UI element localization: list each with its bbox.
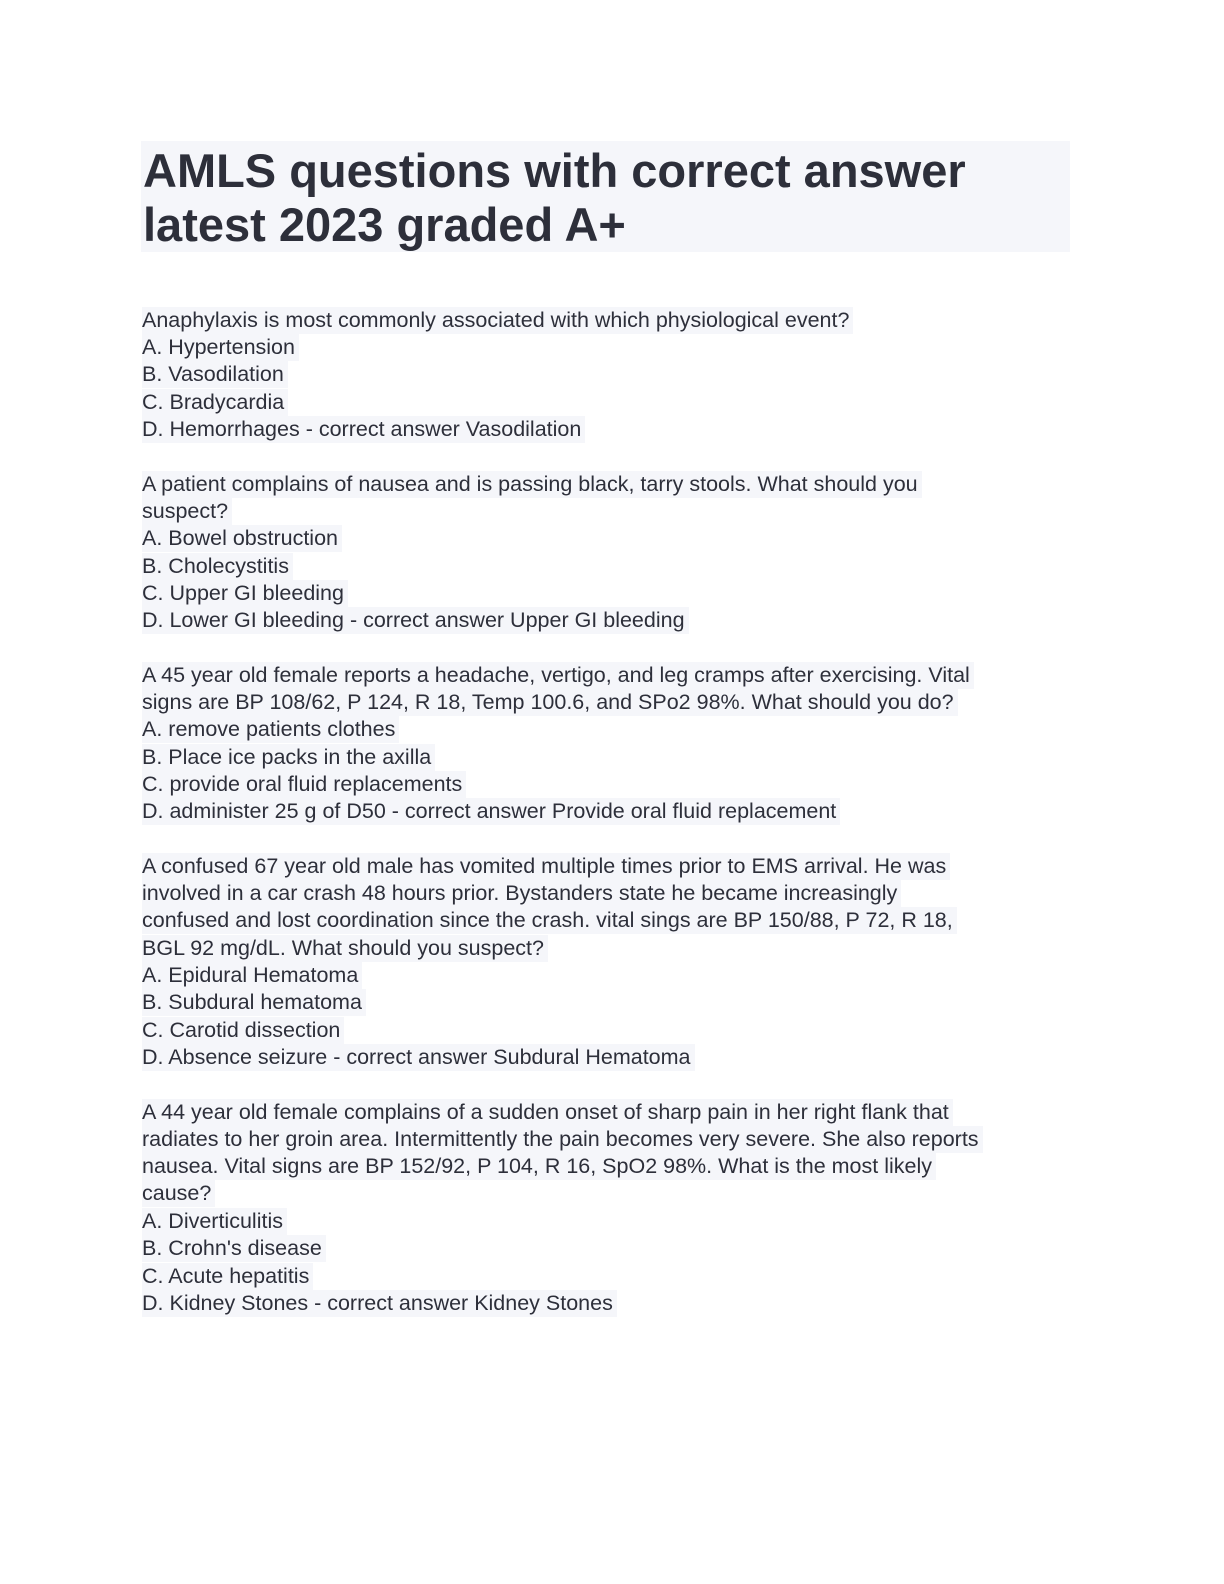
question-text: signs are BP 108/62, P 124, R 18, Temp 100.6, and SPo2 98%. What should you do? (142, 689, 958, 716)
title-line: AMLS questions with correct answer (143, 144, 966, 197)
answer-option: A. Diverticulitis (142, 1208, 287, 1235)
answer-option-with-correct-answer: D. Kidney Stones - correct answer Kidney Stones (142, 1290, 617, 1317)
question-text: suspect? (142, 498, 232, 525)
answer-option: C. Carotid dissection (142, 1017, 344, 1044)
question-text: involved in a car crash 48 hours prior. Bystanders state he became increasingly (142, 880, 901, 907)
answer-option: C. provide oral fluid replacements (142, 771, 466, 798)
question-text: A patient complains of nausea and is passing black, tarry stools. What should you (142, 471, 922, 498)
answer-option: B. Place ice packs in the axilla (142, 744, 435, 771)
answer-option: B. Cholecystitis (142, 553, 293, 580)
question-text: A 45 year old female reports a headache, vertigo, and leg cramps after exercising. Vital (142, 662, 974, 689)
question-text: Anaphylaxis is most commonly associated with which physiological event? (142, 307, 853, 334)
document-title (141, 141, 1070, 252)
answer-option: A. remove patients clothes (142, 716, 399, 743)
answer-option: A. Bowel obstruction (142, 525, 342, 552)
answer-option-with-correct-answer: D. Hemorrhages - correct answer Vasodilation (142, 416, 585, 443)
answer-option: A. Epidural Hematoma (142, 962, 362, 989)
answer-option: C. Upper GI bleeding (142, 580, 348, 607)
question-text: confused and lost coordination since the crash. vital sings are BP 150/88, P 72, R 18, (142, 907, 957, 934)
question-text: A 44 year old female complains of a sudden onset of sharp pain in her right flank that (142, 1099, 953, 1126)
question-text: cause? (142, 1180, 215, 1207)
answer-option: B. Crohn's disease (142, 1235, 326, 1262)
question-text: nausea. Vital signs are BP 152/92, P 104, R 16, SpO2 98%. What is the most likely (142, 1153, 936, 1180)
answer-option: B. Subdural hematoma (142, 989, 366, 1016)
answer-option-with-correct-answer: D. administer 25 g of D50 - correct answer Provide oral fluid replacement (142, 798, 840, 825)
answer-option-with-correct-answer: D. Absence seizure - correct answer Subdural Hematoma (142, 1044, 695, 1071)
question-text: BGL 92 mg/dL. What should you suspect? (142, 935, 548, 962)
answer-option: C. Acute hepatitis (142, 1263, 313, 1290)
answer-option: A. Hypertension (142, 334, 299, 361)
answer-option: C. Bradycardia (142, 389, 288, 416)
question-text: radiates to her groin area. Intermittently the pain becomes very severe. She also reports (142, 1126, 983, 1153)
question-text: A confused 67 year old male has vomited multiple times prior to EMS arrival. He was (142, 853, 950, 880)
answer-option: B. Vasodilation (142, 361, 288, 388)
title-line: latest 2023 graded A+ (143, 198, 626, 251)
answer-option-with-correct-answer: D. Lower GI bleeding - correct answer Upper GI bleeding (142, 607, 689, 634)
